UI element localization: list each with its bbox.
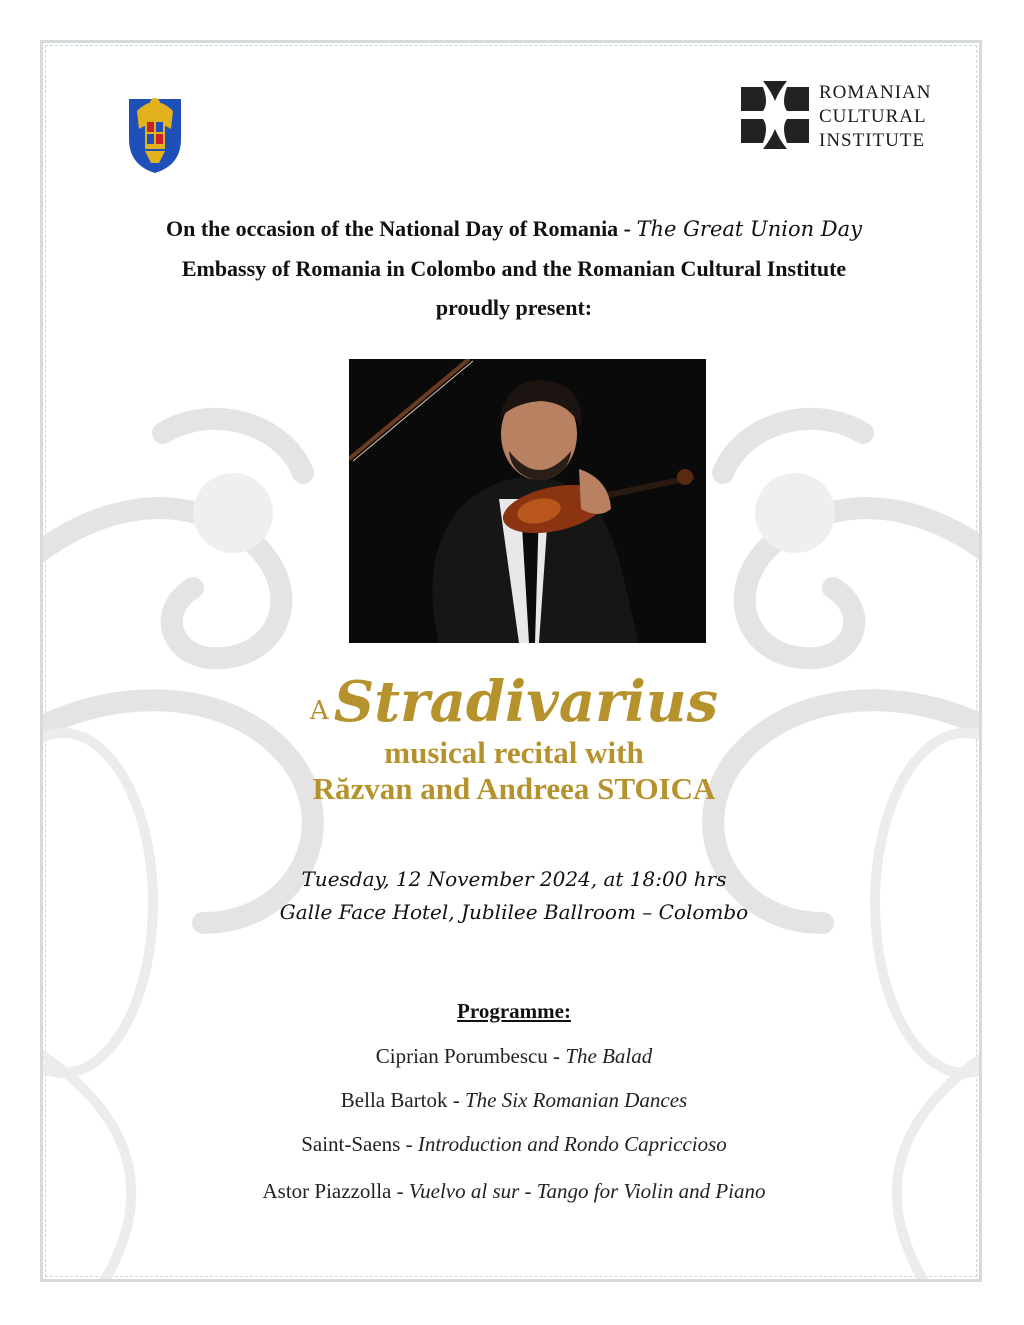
- intro-text: [43, 209, 982, 327]
- programme-work: Introduction and Rondo Capriccioso: [417, 1132, 727, 1156]
- programme-work: The Balad: [565, 1044, 653, 1068]
- event-venue: Galle Face Hotel, Jublilee Ballroom – Colombo: [279, 900, 749, 924]
- programme-item: [43, 1085, 982, 1129]
- poster-frame: [40, 40, 982, 1282]
- title-stradivarius: Stradivarius: [333, 669, 719, 735]
- intro-occasion: On the occasion of the National Day of Romania -: [165, 216, 637, 241]
- romania-coat-of-arms-icon: [123, 89, 187, 175]
- title-line: [43, 669, 982, 735]
- programme-composer: Ciprian Porumbescu -: [375, 1044, 566, 1068]
- subtitle-line-2: Răzvan and Andreea STOICA: [312, 771, 716, 806]
- intro-line-1: [43, 209, 982, 249]
- institute-name-line-2: CULTURAL: [819, 106, 927, 127]
- programme-work: Vuelvo al sur - Tango for Violin and Piano: [408, 1179, 766, 1203]
- programme-item: [43, 1129, 982, 1173]
- programme-list: [43, 1041, 982, 1220]
- programme-composer: Astor Piazzolla -: [262, 1179, 409, 1203]
- event-details: [43, 863, 982, 929]
- programme-composer: Bella Bartok -: [340, 1088, 465, 1112]
- romanian-cultural-institute-logo: [741, 81, 941, 151]
- programme-composer: Saint-Saens -: [301, 1132, 418, 1156]
- institute-name-line-1: ROMANIAN: [819, 82, 932, 103]
- intro-line-3: proudly present:: [435, 295, 593, 320]
- event-date-time: Tuesday, 12 November 2024, at 18:00 hrs: [301, 867, 727, 891]
- recital-title: [43, 669, 982, 807]
- institute-name: [819, 81, 932, 153]
- programme-work: The Six Romanian Dances: [465, 1088, 688, 1112]
- violinist-photo: [349, 359, 706, 643]
- programme-heading: Programme:: [457, 999, 571, 1023]
- title-prefix: A: [309, 696, 329, 726]
- rci-cross-logo-icon: [741, 81, 809, 149]
- institute-name-line-3: INSTITUTE: [819, 130, 926, 151]
- programme-item: [43, 1176, 982, 1220]
- intro-great-union-day: The Great Union Day: [636, 217, 863, 241]
- intro-line-2: Embassy of Romania in Colombo and the Romanian Cultural Institute: [181, 256, 847, 281]
- programme-item: [43, 1041, 982, 1085]
- subtitle-line-1: musical recital with: [384, 735, 644, 770]
